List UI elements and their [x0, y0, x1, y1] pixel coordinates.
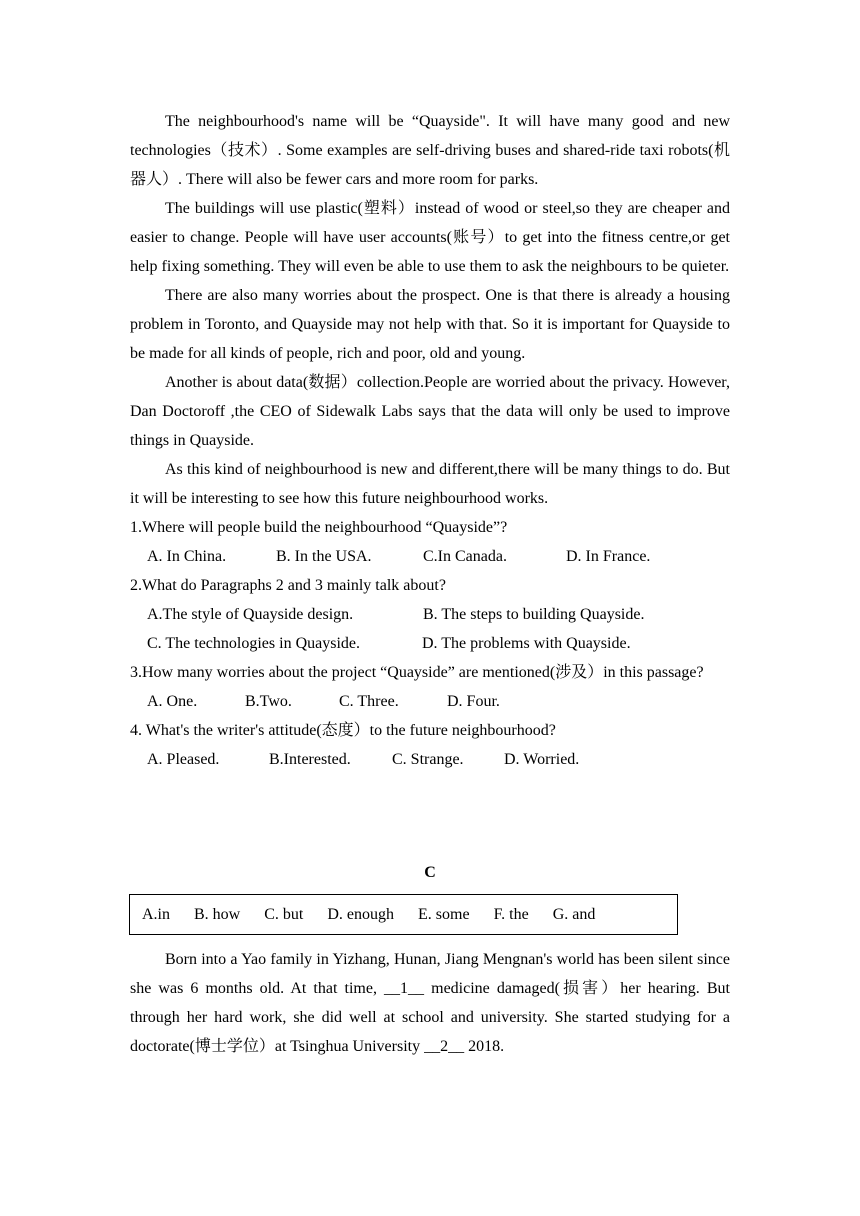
option-c: C.In Canada.	[423, 548, 507, 565]
question-1	[130, 513, 730, 571]
option-a: A. Pleased.	[147, 751, 220, 768]
question-stem: 1.Where will people build the neighbourhood “Quayside”?	[130, 519, 508, 536]
section-heading: C	[424, 864, 436, 881]
question-3	[130, 658, 730, 716]
reading-passage	[130, 107, 730, 774]
paragraph: Born into a Yao family in Yizhang, Hunan, Jiang Mengnan's world has been silent since she was 6 months old. At that time, __1__ medicine damaged(损害）her hearing. But through her hard work, she did well at school and university. She started studying for a doctorate(博士学位）at Tsinghua University __2__ 2018.	[130, 951, 730, 1055]
option-b: B. In the USA.	[276, 548, 372, 565]
option-c: C. The technologies in Quayside.	[147, 635, 360, 652]
word-bank-item: G. and	[552, 905, 596, 923]
options-row	[130, 629, 730, 658]
paragraph: The buildings will use plastic(塑料）instead of wood or steel,so they are cheaper and easier to change. People will have user accounts(账号）to get into the fitness centre,or get help fixing something. They will even be able to use them to ask the neighbours to be quieter.	[130, 200, 730, 275]
options-row	[130, 745, 730, 774]
cloze-passage	[130, 945, 730, 1061]
option-b: B.Interested.	[269, 751, 351, 768]
paragraph: Another is about data(数据）collection.People are worried about the privacy. However, Dan Doctoroff ,the CEO of Sidewalk Labs says that the data will only be used to improve things in Quayside.	[130, 374, 730, 449]
options-row	[130, 687, 730, 716]
question-stem: 2.What do Paragraphs 2 and 3 mainly talk about?	[130, 577, 446, 594]
word-bank-item: B. how	[194, 905, 241, 923]
option-a: A.The style of Quayside design.	[147, 606, 354, 623]
paragraph: The neighbourhood's name will be “Quayside". It will have many good and new technologies（技术）. Some examples are self-driving buses and shared-ride taxi robots(机器人）. There will also be fewer cars and more room for parks.	[130, 113, 730, 188]
question-4	[130, 716, 730, 774]
question-2	[130, 571, 730, 658]
option-b: B.Two.	[245, 693, 292, 710]
options-row	[130, 600, 730, 629]
word-bank-item: D. enough	[327, 905, 395, 923]
question-stem: 3.How many worries about the project “Quayside” are mentioned(涉及）in this passage?	[130, 664, 704, 681]
word-bank-item: F. the	[493, 905, 529, 923]
option-d: D. Four.	[447, 693, 500, 710]
option-a: A. One.	[147, 693, 198, 710]
options-row	[130, 542, 730, 571]
word-bank-box	[129, 894, 678, 935]
option-c: C. Three.	[339, 693, 399, 710]
question-stem: 4. What's the writer's attitude(态度）to the future neighbourhood?	[130, 722, 556, 739]
option-c: C. Strange.	[392, 751, 464, 768]
option-a: A. In China.	[147, 548, 227, 565]
word-bank-item: C. but	[264, 905, 304, 923]
option-d: D. The problems with Quayside.	[422, 635, 631, 652]
option-b: B. The steps to building Quayside.	[423, 606, 645, 623]
paragraph: As this kind of neighbourhood is new and different,there will be many things to do. But it will be interesting to see how this future neighbourhood works.	[130, 461, 730, 507]
word-bank-item: A.in	[142, 905, 170, 923]
option-d: D. Worried.	[504, 751, 580, 768]
paragraph: There are also many worries about the prospect. One is that there is already a housing problem in Toronto, and Quayside may not help with that. So it is important for Quayside to be made for all kinds of people, rich and poor, old and young.	[130, 287, 730, 362]
option-d: D. In France.	[566, 548, 651, 565]
word-bank-item: E. some	[418, 905, 470, 923]
